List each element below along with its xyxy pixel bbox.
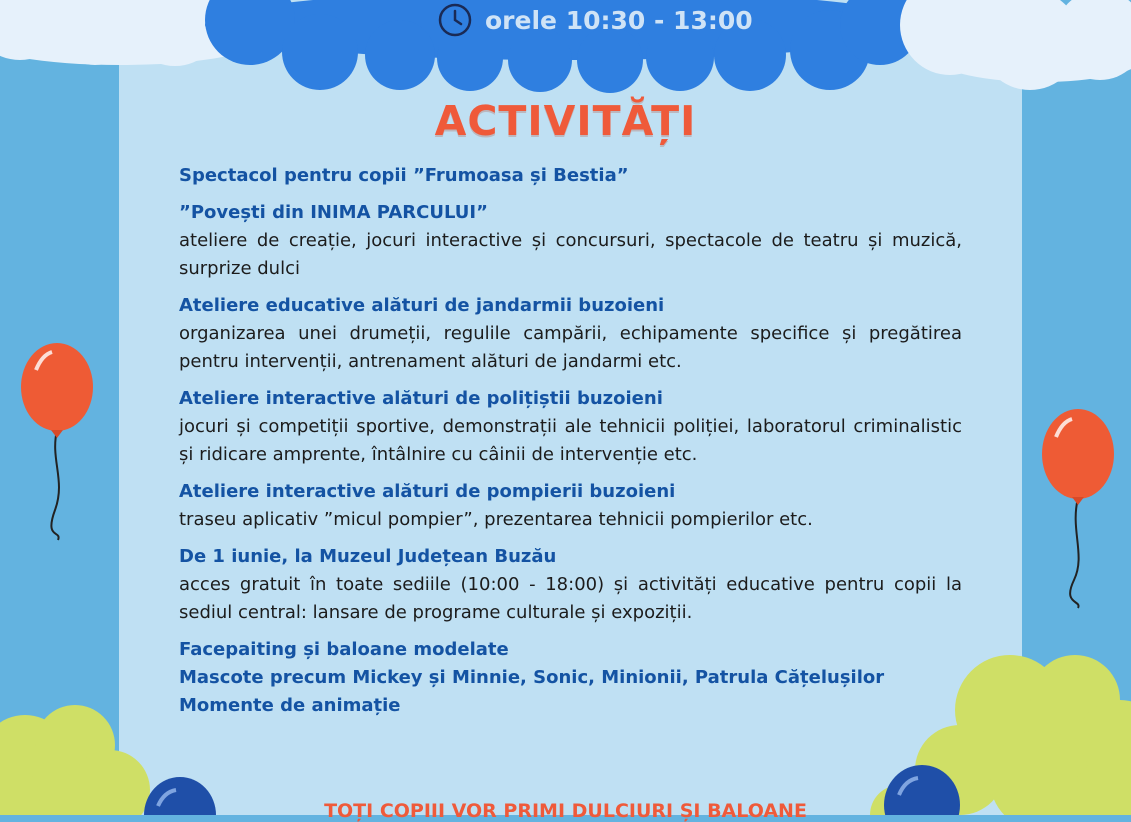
activity-description: traseu aplicativ ”micul pompier”, prezentarea tehnicii pompierilor etc. — [179, 509, 813, 530]
activity-item — [179, 385, 962, 469]
activity-heading: Ateliere interactive alături de polițiștii buzoieni — [179, 388, 663, 409]
activity-item — [179, 636, 962, 720]
footer-banner: TOȚI COPIII VOR PRIMI DULCIURI ȘI BALOANE — [324, 800, 807, 822]
cloud-top-right — [900, 0, 1131, 90]
activity-heading: De 1 iunie, la Muzeul Județean Buzău — [179, 546, 557, 567]
balloon-right — [1042, 409, 1114, 608]
activity-heading: Ateliere educative alături de jandarmii buzoieni — [179, 295, 665, 316]
balloon-left — [21, 343, 93, 540]
activity-item — [179, 162, 962, 190]
activity-heading: Spectacol pentru copii ”Frumoasa și Bestia” — [179, 165, 629, 186]
event-time — [437, 2, 753, 38]
activity-item — [179, 199, 962, 283]
activity-item — [179, 543, 962, 627]
clock-icon — [437, 2, 473, 38]
activity-description: organizarea unei drumeții, regulile campării, echipamente specifice și pregătirea pentru intervenții, antrenament alături de jandarmi etc. — [179, 323, 962, 372]
activity-heading: Facepaiting și baloane modelate — [179, 639, 509, 660]
activities-list — [179, 162, 962, 729]
event-time-label: orele 10:30 - 13:00 — [485, 5, 753, 35]
activity-description: jocuri și competiții sportive, demonstrații ale tehnicii poliției, laboratorul criminalistic și ridicare amprente, întâlnire cu câinii de intervenție etc. — [179, 416, 962, 465]
activity-heading: Ateliere interactive alături de pompierii buzoieni — [179, 481, 676, 502]
bush-left — [0, 705, 150, 815]
activity-description: acces gratuit în toate sediile (10:00 - 18:00) și activități educative pentru copii la sediul central: lansare de programe culturale și expoziții. — [179, 574, 962, 623]
activity-description: ateliere de creație, jocuri interactive și concursuri, spectacole de teatru și muzică, surprize dulci — [179, 230, 962, 279]
activity-item — [179, 478, 962, 534]
activity-heading: ”Povești din INIMA PARCULUI” — [179, 202, 488, 223]
activity-item — [179, 292, 962, 376]
page-title: ACTIVITĂȚI — [434, 97, 697, 145]
activity-heading: Mascote precum Mickey și Minnie, Sonic, Minionii, Patrula Cățelușilor — [179, 667, 885, 688]
activity-heading: Momente de animație — [179, 695, 401, 716]
